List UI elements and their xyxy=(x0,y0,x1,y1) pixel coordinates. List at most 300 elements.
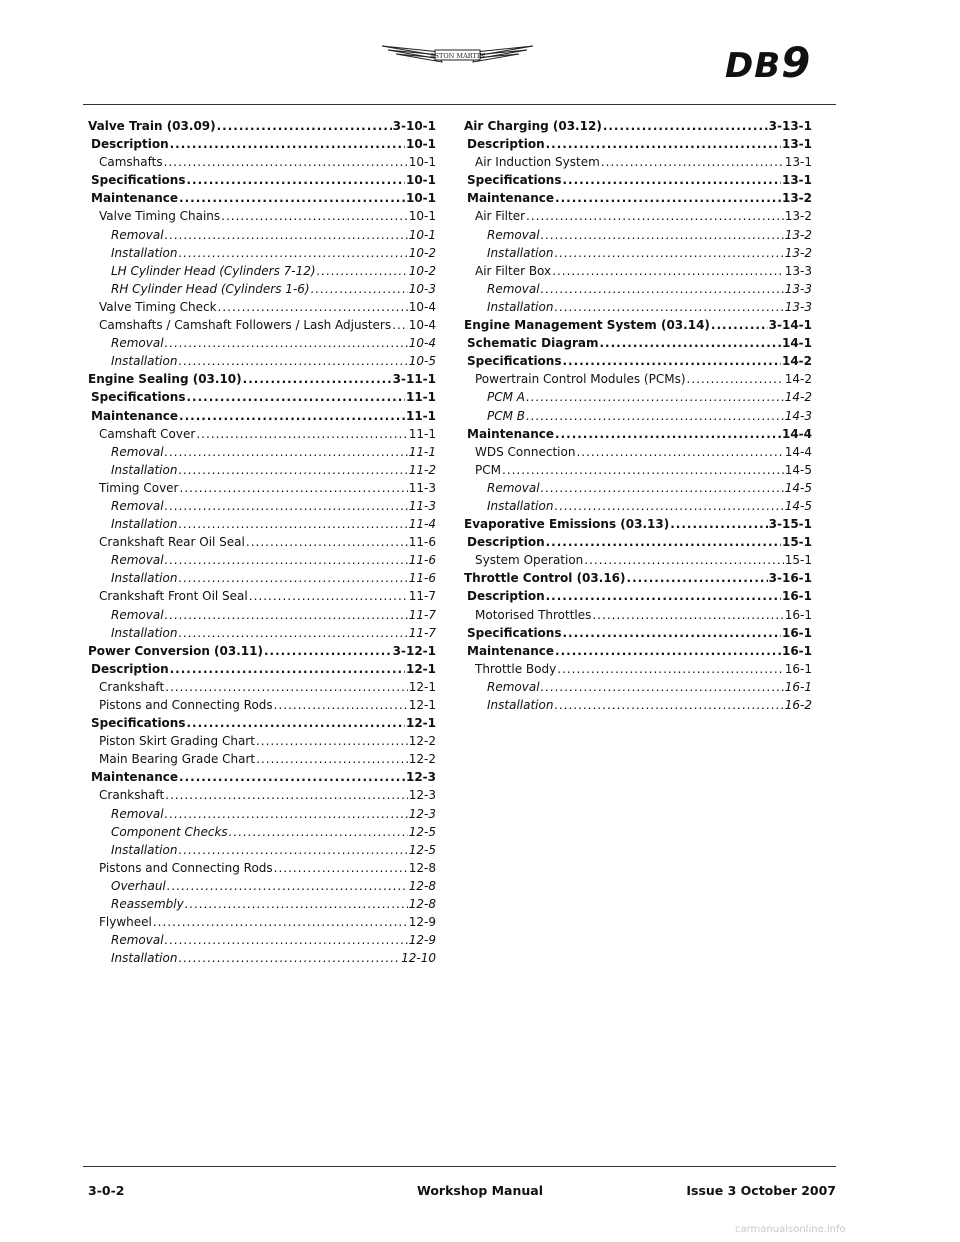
toc-leader-dots xyxy=(552,262,784,280)
toc-leader-dots xyxy=(179,189,405,207)
toc-leader-dots xyxy=(599,334,781,352)
toc-entry-page: 10-5 xyxy=(408,354,436,369)
toc-entry-title: LH Cylinder Head (Cylinders 7-12) xyxy=(111,263,316,278)
toc-leader-dots xyxy=(186,714,404,732)
toc-leader-dots xyxy=(526,407,784,425)
toc-leader-dots xyxy=(186,388,404,406)
toc-entry-title: Installation xyxy=(111,245,178,260)
toc-leader-dots xyxy=(541,280,784,298)
toc-entry-title: Installation xyxy=(487,299,554,314)
toc-leader-dots xyxy=(165,334,408,352)
toc-entry-title: PCM A xyxy=(487,390,525,405)
toc-entry[interactable] xyxy=(88,407,436,425)
toc-entry-page: 16-1 xyxy=(784,679,812,694)
toc-entry[interactable] xyxy=(464,226,812,244)
toc-entry-page: 14-5 xyxy=(784,462,812,477)
toc-leader-dots xyxy=(256,750,408,768)
toc-leader-dots xyxy=(178,244,407,262)
toc-entry[interactable] xyxy=(88,352,436,370)
toc-entry[interactable] xyxy=(88,298,436,316)
toc-entry[interactable] xyxy=(88,931,436,949)
toc-entry[interactable] xyxy=(464,117,812,135)
toc-entry[interactable] xyxy=(88,841,436,859)
toc-leader-dots xyxy=(178,949,400,967)
toc-entry-page: 14-5 xyxy=(784,498,812,513)
toc-entry-page: 11-7 xyxy=(408,625,436,640)
toc-entry-title: Air Filter xyxy=(475,209,526,224)
toc-entry-page: 13-2 xyxy=(784,245,812,260)
toc-entry-page: 13-2 xyxy=(781,191,812,206)
toc-entry[interactable] xyxy=(464,153,812,171)
toc-entry-page: 14-5 xyxy=(784,480,812,495)
toc-leader-dots xyxy=(165,786,408,804)
toc-entry[interactable] xyxy=(464,425,812,443)
toc-leader-dots xyxy=(178,515,407,533)
toc-entry-page: 13-1 xyxy=(781,137,812,152)
toc-entry-title: Installation xyxy=(111,625,178,640)
toc-leader-dots xyxy=(186,171,404,189)
toc-entry-title: Valve Train (03.09) xyxy=(88,119,216,133)
watermark: carmanualsonline.info xyxy=(735,1224,846,1235)
toc-entry-title: Description xyxy=(467,589,545,604)
toc-leader-dots xyxy=(541,226,784,244)
toc-entry-title: Maintenance xyxy=(91,408,179,423)
toc-leader-dots xyxy=(311,280,408,298)
toc-entry[interactable] xyxy=(464,262,812,280)
toc-entry-page: 10-1 xyxy=(405,173,436,188)
toc-right-column xyxy=(464,117,812,714)
toc-entry[interactable] xyxy=(88,895,436,913)
toc-entry-page: 11-1 xyxy=(405,408,436,423)
toc-entry[interactable] xyxy=(464,370,812,388)
toc-entry-page: 14-4 xyxy=(784,444,812,459)
toc-leader-dots xyxy=(170,135,405,153)
toc-entry-title: Crankshaft xyxy=(99,679,165,694)
toc-leader-dots xyxy=(249,587,408,605)
toc-entry[interactable] xyxy=(464,298,812,316)
toc-leader-dots xyxy=(392,316,408,334)
toc-entry-title: PCM xyxy=(475,462,501,477)
toc-entry[interactable] xyxy=(88,660,436,678)
toc-entry[interactable] xyxy=(464,207,812,225)
toc-entry[interactable] xyxy=(88,823,436,841)
toc-entry[interactable] xyxy=(88,388,436,406)
toc-entry-title: Maintenance xyxy=(91,770,179,785)
toc-leader-dots xyxy=(179,407,405,425)
toc-entry-page: 16-1 xyxy=(781,589,812,604)
toc-entry-title: Specifications xyxy=(467,173,562,188)
toc-entry[interactable] xyxy=(464,316,812,334)
toc-entry[interactable] xyxy=(88,678,436,696)
toc-entry[interactable] xyxy=(88,479,436,497)
toc-leader-dots xyxy=(179,768,405,786)
toc-entry[interactable] xyxy=(464,678,812,696)
toc-entry-page: 12-1 xyxy=(408,698,436,712)
toc-entry[interactable] xyxy=(464,569,812,587)
toc-entry-title: Throttle Body xyxy=(475,661,557,676)
footer-rule xyxy=(83,1166,836,1167)
toc-entry-page: 12-3 xyxy=(408,788,436,803)
toc-entry-page: 11-1 xyxy=(408,444,436,459)
toc-entry-page: 14-2 xyxy=(784,390,812,405)
toc-entry-title: Air Charging (03.12) xyxy=(464,119,602,133)
toc-leader-dots xyxy=(576,443,783,461)
toc-entry-title: Throttle Control (03.16) xyxy=(464,571,626,586)
toc-entry-page: 12-8 xyxy=(408,860,436,875)
toc-entry-title: Air Induction System xyxy=(475,155,600,170)
toc-leader-dots xyxy=(555,642,781,660)
toc-leader-dots xyxy=(627,569,768,587)
toc-leader-dots xyxy=(165,678,408,696)
toc-entry-page: 12-5 xyxy=(408,824,436,839)
toc-entry-page: 10-1 xyxy=(405,191,436,206)
toc-entry-title: PCM B xyxy=(487,408,526,423)
toc-entry-title: Valve Timing Check xyxy=(99,299,217,314)
toc-entry[interactable] xyxy=(88,515,436,533)
toc-entry[interactable] xyxy=(88,714,436,732)
toc-leader-dots xyxy=(554,244,783,262)
toc-entry-title: Specifications xyxy=(91,716,186,731)
toc-entry-title: System Operation xyxy=(475,553,584,568)
toc-entry[interactable] xyxy=(88,533,436,551)
toc-entry[interactable] xyxy=(88,226,436,244)
toc-leader-dots xyxy=(502,461,784,479)
toc-entry[interactable] xyxy=(464,388,812,406)
toc-entry-page: 10-1 xyxy=(408,227,436,242)
toc-leader-dots xyxy=(153,913,408,931)
toc-entry-title: Timing Cover xyxy=(99,480,179,495)
toc-entry[interactable] xyxy=(464,642,812,660)
toc-entry[interactable] xyxy=(464,443,812,461)
toc-entry-page: 15-1 xyxy=(781,535,812,550)
toc-leader-dots xyxy=(562,171,780,189)
toc-entry-page: 13-1 xyxy=(781,173,812,188)
toc-leader-dots xyxy=(670,515,767,533)
footer-issue: Issue 3 October 2007 xyxy=(686,1183,836,1198)
toc-entry[interactable] xyxy=(88,587,436,605)
toc-entry[interactable] xyxy=(88,606,436,624)
toc-entry-title: Removal xyxy=(111,498,164,513)
toc-entry[interactable] xyxy=(88,624,436,642)
toc-entry-title: Crankshaft Front Oil Seal xyxy=(99,589,248,604)
toc-entry[interactable] xyxy=(88,153,436,171)
toc-entry-title: Camshaft Cover xyxy=(99,426,196,441)
toc-entry-title: Powertrain Control Modules (PCMs) xyxy=(475,372,686,387)
toc-entry[interactable] xyxy=(464,334,812,352)
toc-leader-dots xyxy=(229,823,408,841)
toc-entry-page: 12-8 xyxy=(408,897,436,912)
toc-entry[interactable] xyxy=(464,407,812,425)
toc-entry[interactable] xyxy=(464,171,812,189)
toc-leader-dots xyxy=(170,660,405,678)
toc-leader-dots xyxy=(185,895,408,913)
toc-entry-page: 12-1 xyxy=(408,679,436,694)
toc-leader-dots xyxy=(711,316,768,334)
toc-entry[interactable] xyxy=(464,189,812,207)
toc-entry-page: 14-1 xyxy=(781,336,812,351)
toc-leader-dots xyxy=(243,370,392,388)
toc-entry-page: 3-12-1 xyxy=(392,643,436,658)
toc-entry[interactable] xyxy=(464,280,812,298)
footer-page-number: 3-0-2 xyxy=(88,1183,125,1198)
toc-entry[interactable] xyxy=(464,696,812,714)
toc-entry-title: Specifications xyxy=(91,173,186,188)
toc-entry-page: 10-4 xyxy=(408,336,436,351)
toc-leader-dots xyxy=(687,370,784,388)
toc-entry-page: 13-1 xyxy=(784,155,812,170)
toc-entry-page: 10-4 xyxy=(408,318,436,333)
toc-entry-page: 3-14-1 xyxy=(768,318,812,333)
toc-entry-title: Installation xyxy=(111,951,178,966)
toc-entry-title: Removal xyxy=(487,227,540,242)
toc-leader-dots xyxy=(554,497,783,515)
toc-entry-page: 11-3 xyxy=(408,498,436,513)
toc-entry-page: 13-3 xyxy=(784,263,812,278)
toc-entry[interactable] xyxy=(88,642,436,660)
toc-entry[interactable] xyxy=(464,606,812,624)
toc-entry-page: 3-16-1 xyxy=(768,571,812,586)
toc-entry[interactable] xyxy=(464,624,812,642)
toc-entry-title: Overhaul xyxy=(111,878,166,893)
toc-entry-title: Pistons and Connecting Rods xyxy=(99,860,273,875)
toc-leader-dots xyxy=(274,696,408,714)
toc-entry-page: 11-6 xyxy=(408,535,436,550)
toc-entry[interactable] xyxy=(88,370,436,388)
toc-entry[interactable] xyxy=(88,732,436,750)
toc-entry-title: Removal xyxy=(111,607,164,622)
toc-leader-dots xyxy=(562,352,780,370)
logo-text: ASTON MARTIN xyxy=(429,52,486,60)
toc-entry-title: Removal xyxy=(111,933,164,948)
toc-leader-dots xyxy=(256,732,408,750)
toc-entry-page: 12-1 xyxy=(405,661,436,676)
toc-entry[interactable] xyxy=(88,877,436,895)
toc-leader-dots xyxy=(165,443,408,461)
toc-entry[interactable] xyxy=(464,533,812,551)
toc-entry[interactable] xyxy=(88,425,436,443)
toc-entry[interactable] xyxy=(464,244,812,262)
toc-leader-dots xyxy=(562,624,780,642)
toc-entry-page: 16-2 xyxy=(784,698,812,712)
toc-leader-dots xyxy=(178,624,407,642)
toc-entry[interactable] xyxy=(464,135,812,153)
toc-entry-page: 11-6 xyxy=(408,571,436,586)
toc-entry[interactable] xyxy=(464,515,812,533)
toc-entry-page: 16-1 xyxy=(784,607,812,622)
toc-entry-title: Description xyxy=(91,661,169,676)
toc-entry-page: 12-3 xyxy=(405,770,436,785)
toc-entry-page: 11-6 xyxy=(408,553,436,568)
toc-entry-page: 14-4 xyxy=(781,426,812,441)
toc-entry-page: 10-1 xyxy=(408,209,436,224)
toc-leader-dots xyxy=(165,606,408,624)
toc-entry-title: Specifications xyxy=(467,354,562,369)
toc-leader-dots xyxy=(546,533,781,551)
toc-entry-page: 13-3 xyxy=(784,299,812,314)
toc-entry-page: 13-2 xyxy=(784,209,812,224)
toc-leader-dots xyxy=(178,461,407,479)
toc-entry-page: 12-9 xyxy=(408,915,436,930)
toc-leader-dots xyxy=(546,587,781,605)
toc-entry[interactable] xyxy=(88,805,436,823)
toc-leader-dots xyxy=(526,207,784,225)
toc-entry[interactable] xyxy=(464,587,812,605)
toc-entry-title: Crankshaft xyxy=(99,788,165,803)
model-name: DB xyxy=(725,46,782,86)
toc-entry[interactable] xyxy=(88,750,436,768)
toc-entry-page: 12-2 xyxy=(408,752,436,767)
toc-leader-dots xyxy=(274,859,408,877)
toc-leader-dots xyxy=(541,678,784,696)
toc-entry-page: 16-1 xyxy=(784,661,812,676)
toc-entry-title: Installation xyxy=(111,462,178,477)
toc-entry[interactable] xyxy=(88,171,436,189)
toc-entry-title: Description xyxy=(467,535,545,550)
toc-entry-title: Specifications xyxy=(91,390,186,405)
toc-entry[interactable] xyxy=(88,497,436,515)
toc-entry-title: Piston Skirt Grading Chart xyxy=(99,734,255,749)
toc-entry-title: Engine Management System (03.14) xyxy=(464,318,710,333)
toc-entry-title: Removal xyxy=(111,806,164,821)
toc-entry-page: 10-2 xyxy=(408,263,436,278)
toc-entry[interactable] xyxy=(88,280,436,298)
toc-leader-dots xyxy=(264,642,392,660)
toc-entry[interactable] xyxy=(464,461,812,479)
toc-leader-dots xyxy=(526,388,784,406)
aston-martin-wings-logo xyxy=(380,40,535,70)
toc-leader-dots xyxy=(165,497,408,515)
toc-entry[interactable] xyxy=(88,696,436,714)
toc-entry-page: 11-7 xyxy=(408,589,436,604)
toc-entry[interactable] xyxy=(88,117,436,135)
toc-entry-title: Camshafts / Camshaft Followers / Lash Adjusters xyxy=(99,318,392,333)
toc-entry-title: Maintenance xyxy=(467,426,555,441)
toc-leader-dots xyxy=(221,207,408,225)
toc-entry[interactable] xyxy=(88,189,436,207)
toc-entry-title: Reassembly xyxy=(111,897,184,912)
toc-entry-page: 12-8 xyxy=(408,878,436,893)
toc-entry-page: 11-4 xyxy=(408,517,436,532)
toc-leader-dots xyxy=(554,696,783,714)
toc-entry-page: 12-3 xyxy=(408,806,436,821)
toc-entry-title: Installation xyxy=(487,698,554,712)
toc-leader-dots xyxy=(217,117,392,135)
toc-entry-title: Crankshaft Rear Oil Seal xyxy=(99,535,245,550)
toc-entry[interactable] xyxy=(88,569,436,587)
toc-entry[interactable] xyxy=(464,660,812,678)
toc-leader-dots xyxy=(165,931,408,949)
toc-entry[interactable] xyxy=(88,334,436,352)
toc-entry[interactable] xyxy=(464,352,812,370)
toc-entry[interactable] xyxy=(88,262,436,280)
toc-entry-page: 16-1 xyxy=(781,643,812,658)
toc-entry[interactable] xyxy=(88,207,436,225)
toc-entry-title: Schematic Diagram xyxy=(467,336,599,351)
toc-entry-title: Installation xyxy=(111,842,178,857)
toc-entry-page: 13-3 xyxy=(784,281,812,296)
toc-leader-dots xyxy=(601,153,784,171)
toc-entry-title: Installation xyxy=(111,571,178,586)
toc-entry[interactable] xyxy=(88,244,436,262)
toc-entry[interactable] xyxy=(88,443,436,461)
footer-manual-title: Workshop Manual xyxy=(416,1183,544,1198)
toc-leader-dots xyxy=(178,569,407,587)
toc-leader-dots xyxy=(603,117,768,135)
toc-leader-dots xyxy=(165,805,408,823)
toc-entry[interactable] xyxy=(88,461,436,479)
model-number: 9 xyxy=(781,38,812,87)
toc-entry-title: Maintenance xyxy=(91,191,179,206)
toc-entry-page: 12-10 xyxy=(401,951,436,966)
toc-entry[interactable] xyxy=(464,479,812,497)
toc-entry[interactable] xyxy=(88,768,436,786)
toc-leader-dots xyxy=(196,425,407,443)
toc-entry-page: 12-9 xyxy=(408,933,436,948)
toc-entry-page: 14-2 xyxy=(781,354,812,369)
toc-entry[interactable] xyxy=(88,786,436,804)
toc-leader-dots xyxy=(246,533,408,551)
toc-entry-title: Valve Timing Chains xyxy=(99,209,221,224)
toc-entry-page: 3-11-1 xyxy=(392,372,436,387)
toc-leader-dots xyxy=(178,841,407,859)
toc-entry-page: 10-4 xyxy=(408,299,436,314)
toc-entry[interactable] xyxy=(88,135,436,153)
toc-leader-dots xyxy=(546,135,781,153)
toc-leader-dots xyxy=(592,606,783,624)
toc-entry[interactable] xyxy=(88,859,436,877)
toc-entry-title: Air Filter Box xyxy=(475,263,552,278)
toc-leader-dots xyxy=(317,262,408,280)
toc-entry-page: 12-2 xyxy=(408,734,436,749)
toc-entry-page: 3-15-1 xyxy=(768,517,812,532)
toc-entry[interactable] xyxy=(464,497,812,515)
toc-entry-title: Camshafts xyxy=(99,155,163,170)
toc-entry-title: Removal xyxy=(111,444,164,459)
toc-entry[interactable] xyxy=(88,316,436,334)
toc-entry-page: 10-3 xyxy=(408,281,436,296)
toc-entry-page: 3-13-1 xyxy=(768,119,812,133)
toc-entry[interactable] xyxy=(88,949,436,967)
toc-entry-title: Installation xyxy=(487,498,554,513)
toc-entry-page: 11-7 xyxy=(408,607,436,622)
toc-leader-dots xyxy=(165,226,408,244)
toc-entry-title: Description xyxy=(467,137,545,152)
toc-leader-dots xyxy=(555,425,781,443)
toc-entry-title: Power Conversion (03.11) xyxy=(88,643,263,658)
toc-entry-page: 14-2 xyxy=(784,372,812,387)
toc-entry[interactable] xyxy=(88,913,436,931)
toc-entry-page: 14-3 xyxy=(784,408,812,423)
toc-entry-title: Installation xyxy=(111,517,178,532)
toc-entry[interactable] xyxy=(464,551,812,569)
toc-entry-title: Removal xyxy=(487,679,540,694)
toc-entry-page: 11-1 xyxy=(408,426,436,441)
toc-entry-title: Removal xyxy=(487,480,540,495)
toc-entry-title: Maintenance xyxy=(467,643,555,658)
toc-leader-dots xyxy=(541,479,784,497)
toc-leader-dots xyxy=(584,551,783,569)
toc-entry-title: Maintenance xyxy=(467,191,555,206)
toc-leader-dots xyxy=(218,298,408,316)
toc-entry-page: 11-1 xyxy=(405,390,436,405)
toc-entry-page: 12-1 xyxy=(405,716,436,731)
toc-entry-page: 11-3 xyxy=(408,480,436,495)
toc-entry-title: Component Checks xyxy=(111,824,228,839)
toc-entry-title: Flywheel xyxy=(99,915,152,930)
toc-entry[interactable] xyxy=(88,551,436,569)
toc-entry-title: Removal xyxy=(487,281,540,296)
toc-entry-title: WDS Connection xyxy=(475,444,576,459)
